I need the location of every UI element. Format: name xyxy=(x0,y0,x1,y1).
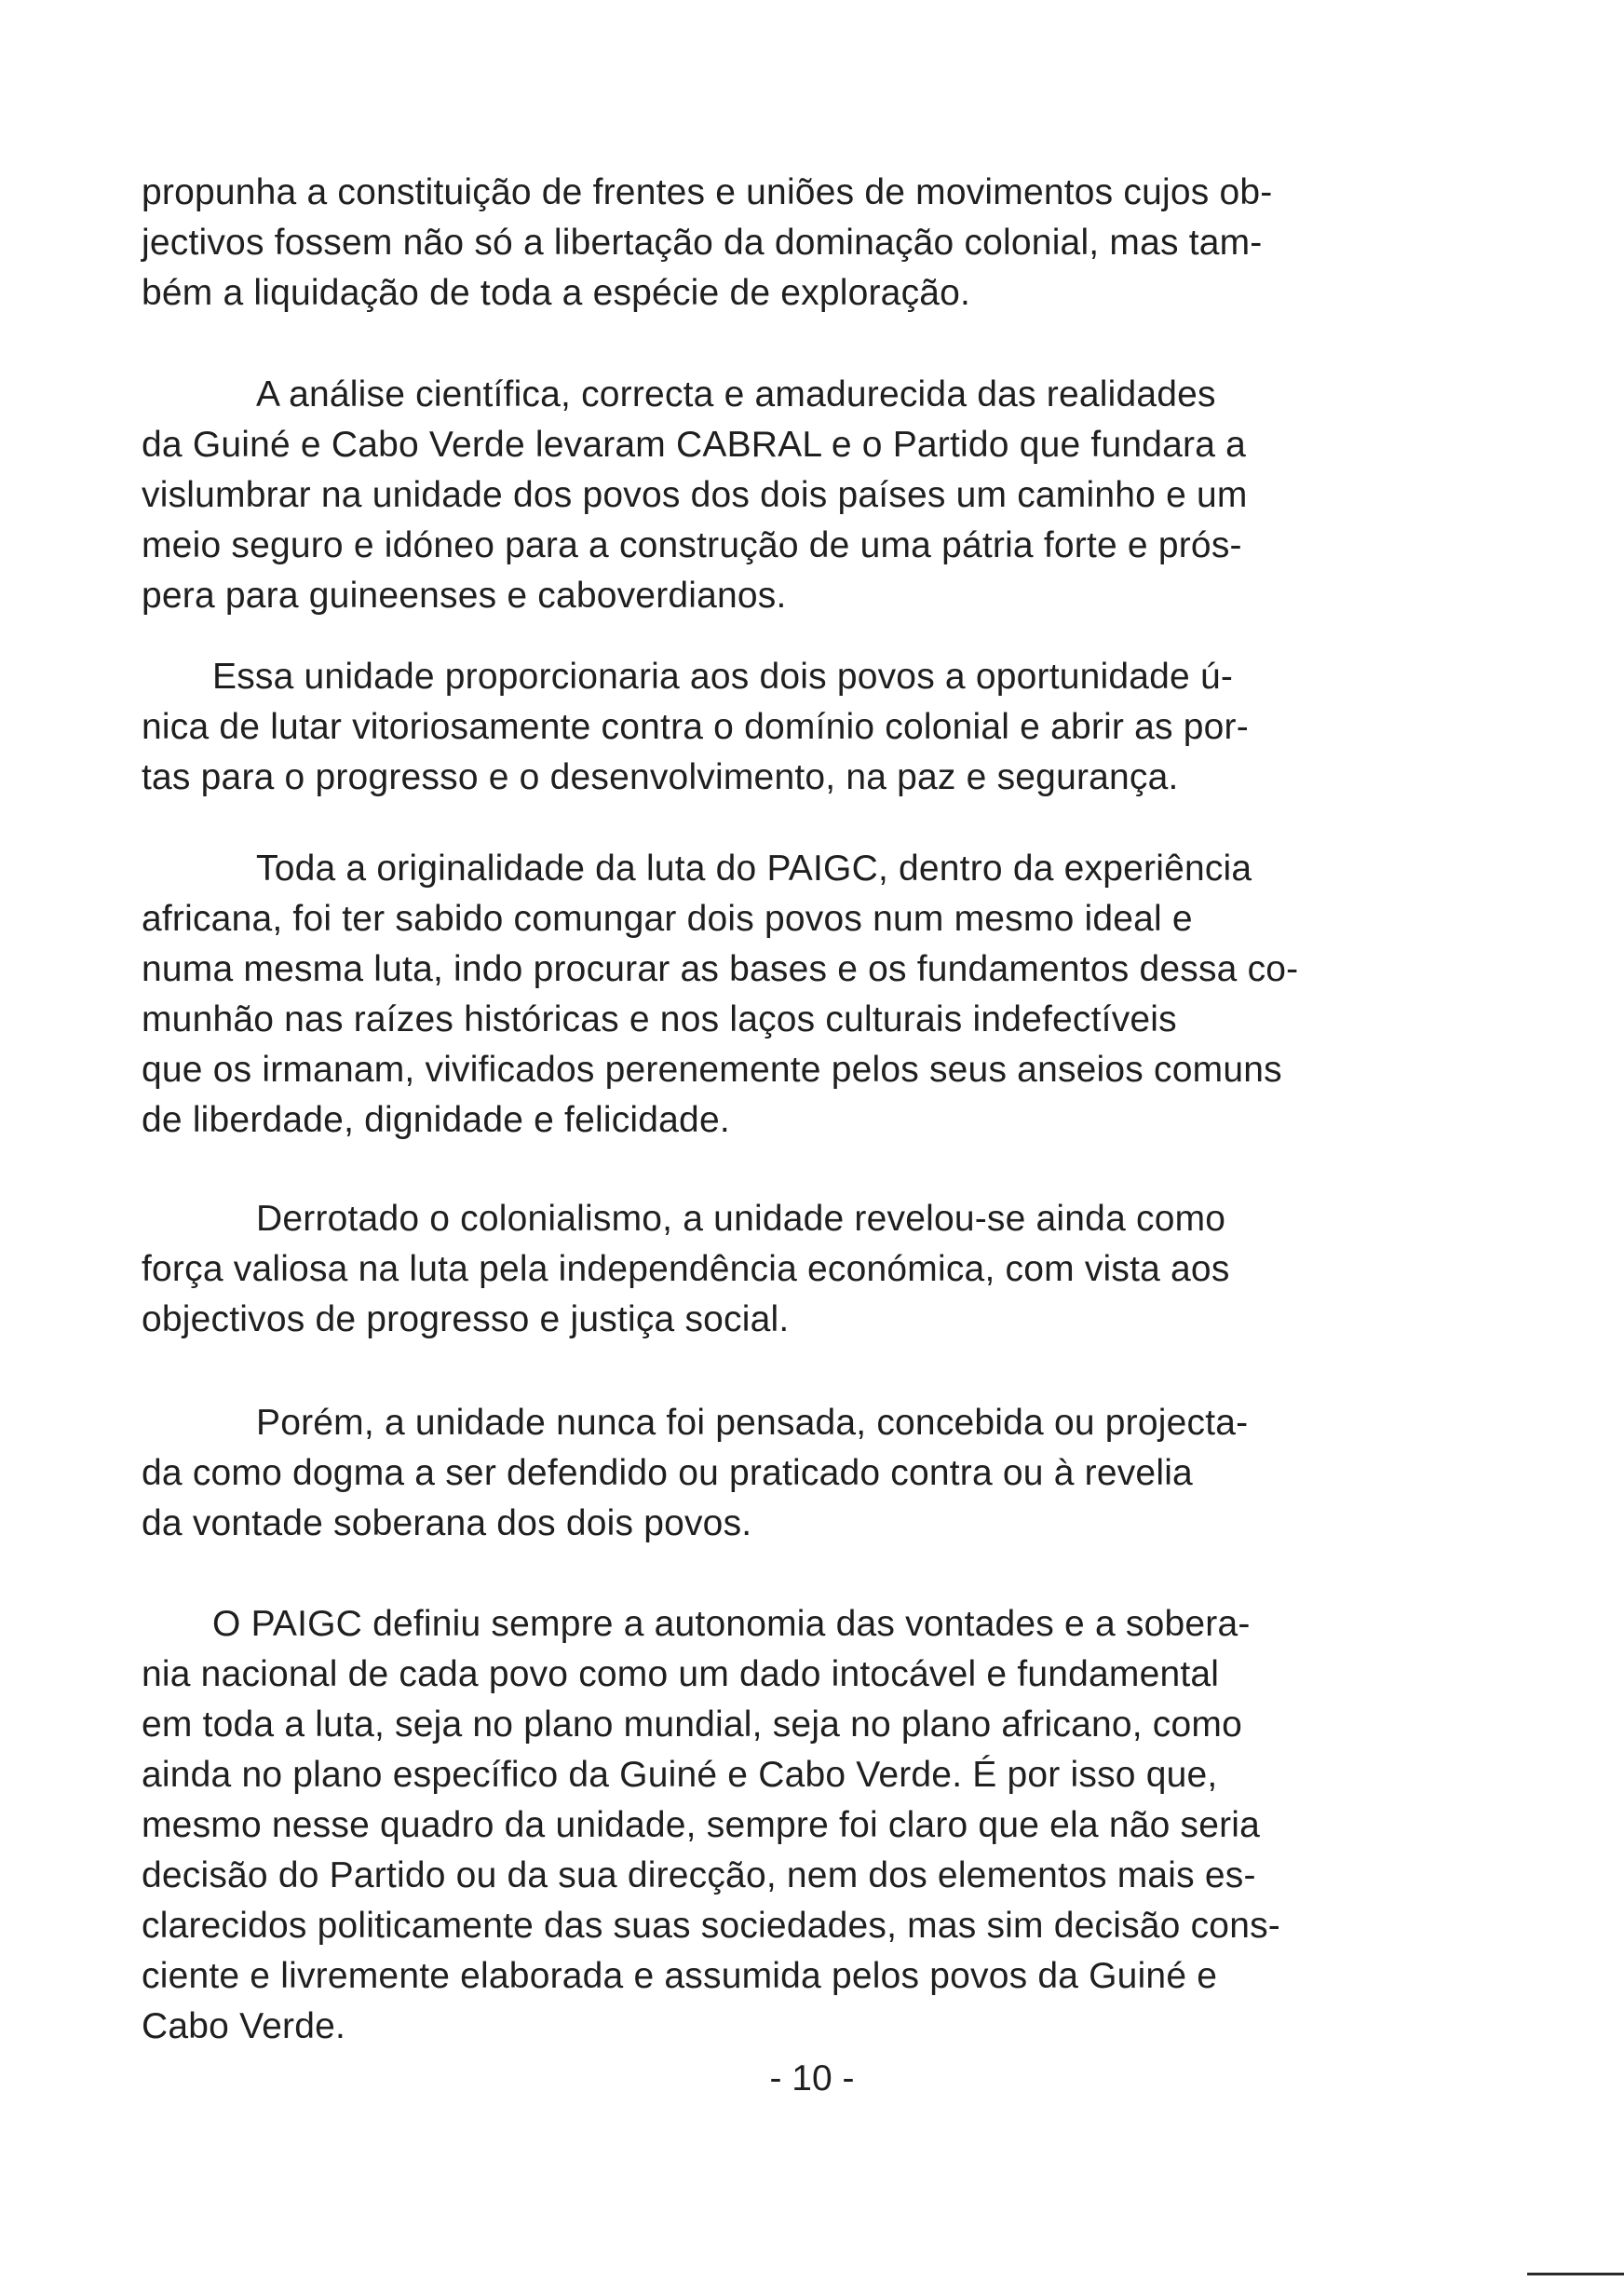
text-line: decisão do Partido ou da sua direcção, nem dos elementos mais es- xyxy=(142,1855,1256,1895)
text-line: objectivos de progresso e justiça social. xyxy=(142,1299,790,1339)
text-line: A análise científica, correcta e amadurecida das realidades xyxy=(256,374,1216,414)
page-number: - 10 - xyxy=(769,2058,855,2098)
scan-edge-line xyxy=(1527,2273,1624,2275)
text-line: O PAIGC definiu sempre a autonomia das vontades e a sobera- xyxy=(212,1604,1251,1644)
text-line: Cabo Verde. xyxy=(142,2006,346,2046)
text-line: numa mesma luta, indo procurar as bases e os fundamentos dessa co- xyxy=(142,949,1299,989)
text-line: tas para o progresso e o desenvolvimento, na paz e segurança. xyxy=(142,757,1179,797)
text-line: da como dogma a ser defendido ou praticado contra ou à revelia xyxy=(142,1453,1193,1493)
text-line: nica de lutar vitoriosamente contra o domínio colonial e abrir as por- xyxy=(142,707,1249,747)
text-line: da vontade soberana dos dois povos. xyxy=(142,1503,752,1543)
paragraph-3 xyxy=(142,652,1408,803)
text-line: pera para guineenses e caboverdianos. xyxy=(142,576,787,616)
text-line: meio seguro e idóneo para a construção de uma pátria forte e prós- xyxy=(142,525,1242,565)
text-line: ainda no plano específico da Guiné e Cabo Verde. É por isso que, xyxy=(142,1755,1218,1795)
text-line: de liberdade, dignidade e felicidade. xyxy=(142,1100,730,1140)
text-line: jectivos fossem não só a libertação da dominação colonial, mas tam- xyxy=(142,223,1263,263)
text-line: Derrotado o colonialismo, a unidade revelou-se ainda como xyxy=(256,1199,1226,1239)
text-line: Essa unidade proporcionaria aos dois povos a oportunidade ú- xyxy=(212,657,1234,697)
text-line: clarecidos politicamente das suas sociedades, mas sim decisão cons- xyxy=(142,1906,1280,1946)
paragraph-7 xyxy=(142,1599,1408,2052)
text-line: propunha a constituição de frentes e uniões de movimentos cujos ob- xyxy=(142,172,1273,212)
text-line: ciente e livremente elaborada e assumida pelos povos da Guiné e xyxy=(142,1956,1218,1996)
text-line: Toda a originalidade da luta do PAIGC, dentro da experiência xyxy=(256,849,1252,889)
paragraph-2 xyxy=(142,370,1408,621)
text-line: Porém, a unidade nunca foi pensada, concebida ou projecta- xyxy=(256,1403,1249,1443)
text-line: da Guiné e Cabo Verde levaram CABRAL e o Partido que fundara a xyxy=(142,425,1247,465)
text-line: africana, foi ter sabido comungar dois povos num mesmo ideal e xyxy=(142,899,1193,939)
paragraph-1 xyxy=(142,168,1408,319)
text-line: que os irmanam, vivificados perenemente pelos seus anseios comuns xyxy=(142,1050,1282,1090)
text-line: vislumbrar na unidade dos povos dos dois países um caminho e um xyxy=(142,475,1248,515)
paragraph-6 xyxy=(142,1398,1408,1549)
text-line: mesmo nesse quadro da unidade, sempre foi claro que ela não seria xyxy=(142,1805,1261,1845)
text-line: força valiosa na luta pela independência económica, com vista aos xyxy=(142,1249,1230,1289)
text-line: munhão nas raízes históricas e nos laços culturais indefectíveis xyxy=(142,999,1177,1039)
text-line: nia nacional de cada povo como um dado intocável e fundamental xyxy=(142,1654,1220,1694)
text-line: em toda a luta, seja no plano mundial, seja no plano africano, como xyxy=(142,1704,1242,1745)
paragraph-4 xyxy=(142,844,1408,1146)
paragraph-5 xyxy=(142,1194,1408,1345)
text-line: bém a liquidação de toda a espécie de exploração. xyxy=(142,273,971,313)
